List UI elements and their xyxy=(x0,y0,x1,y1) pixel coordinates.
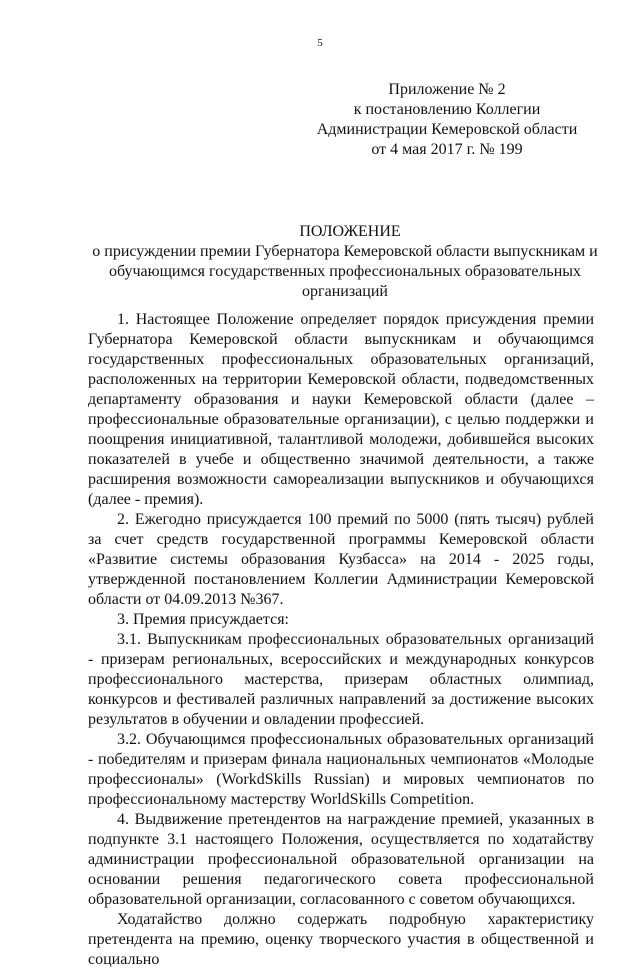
paragraph-3: 3. Премия присуждается: xyxy=(117,611,289,628)
appendix-block xyxy=(297,80,597,160)
document-subtitle xyxy=(90,242,600,302)
appendix-line: от 4 мая 2017 г. № 199 xyxy=(371,141,523,158)
paragraph-3-2: 3.2. Обучающимся профессиональных образовательных организаций - победителям и призерам финала национальных чемпионатов «Молодые профессионалы» (WorkdSkills Russian) и мировых чемпионатов по профессиональному мастерству WorldSkills Competition. xyxy=(88,731,594,808)
subtitle-line: обучающимся государственных профессиональных образовательных xyxy=(108,263,582,280)
appendix-line: Приложение № 2 xyxy=(388,81,506,98)
paragraph-1: 1. Настоящее Положение определяет порядок присуждения премии Губернатора Кемеровской области выпускникам и обучающимся государственных профессиональных образовательных организаций, расположенных на территории Кемеровской области, подведомственных департаменту образования и науки Кемеровской области (далее – профессиональные образовательные организации), с целью поддержки и поощрения инициативной, талантливой молодежи, добившейся высоких показателей в учебе и общественно значимой деятельности, а также расширения возможности самореализации выпускников и обучающихся (далее - премия). xyxy=(88,311,594,508)
appendix-line: к постановлению Коллегии xyxy=(353,101,541,118)
paragraph-2: 2. Ежегодно присуждается 100 премий по 5000 (пять тысяч) рублей за счет средств государственной программы Кемеровской области «Развитие системы образования Кузбасса» на 2014 - 2025 годы, утвержденной постановлением Коллегии Администрации Кемеровской области от 04.09.2013 №367. xyxy=(88,511,594,608)
subtitle-line: о присуждении премии Губернатора Кемеровской области выпускникам и xyxy=(92,243,598,260)
appendix-line: Администрации Кемеровской области xyxy=(316,121,578,138)
paragraph-3-1: 3.1. Выпускникам профессиональных образовательных организаций - призерам региональных, всероссийских и международных конкурсов профессионального мастерства, призерам областных олимпиад, конкурсов и фестивалей различных направлений за достижение высоких результатов в обучении и овладении профессией. xyxy=(88,631,594,728)
subtitle-line: организаций xyxy=(302,283,388,300)
paragraph-petition: Ходатайство должно содержать подробную характеристику претендента на премию, оценку творческого участия в общественной и социально xyxy=(88,911,594,968)
document-body xyxy=(88,310,594,970)
page-number: 5 xyxy=(317,37,323,49)
paragraph-4: 4. Выдвижение претендентов на награждение премией, указанных в подпункте 3.1 настоящего Положения, осуществляется по ходатайству администрации профессиональной образовательной организации на основании решения педагогического совета профессиональной образовательной организации, согласованного с советом обучающихся. xyxy=(88,811,594,908)
document-title: ПОЛОЖЕНИЕ xyxy=(299,223,401,240)
